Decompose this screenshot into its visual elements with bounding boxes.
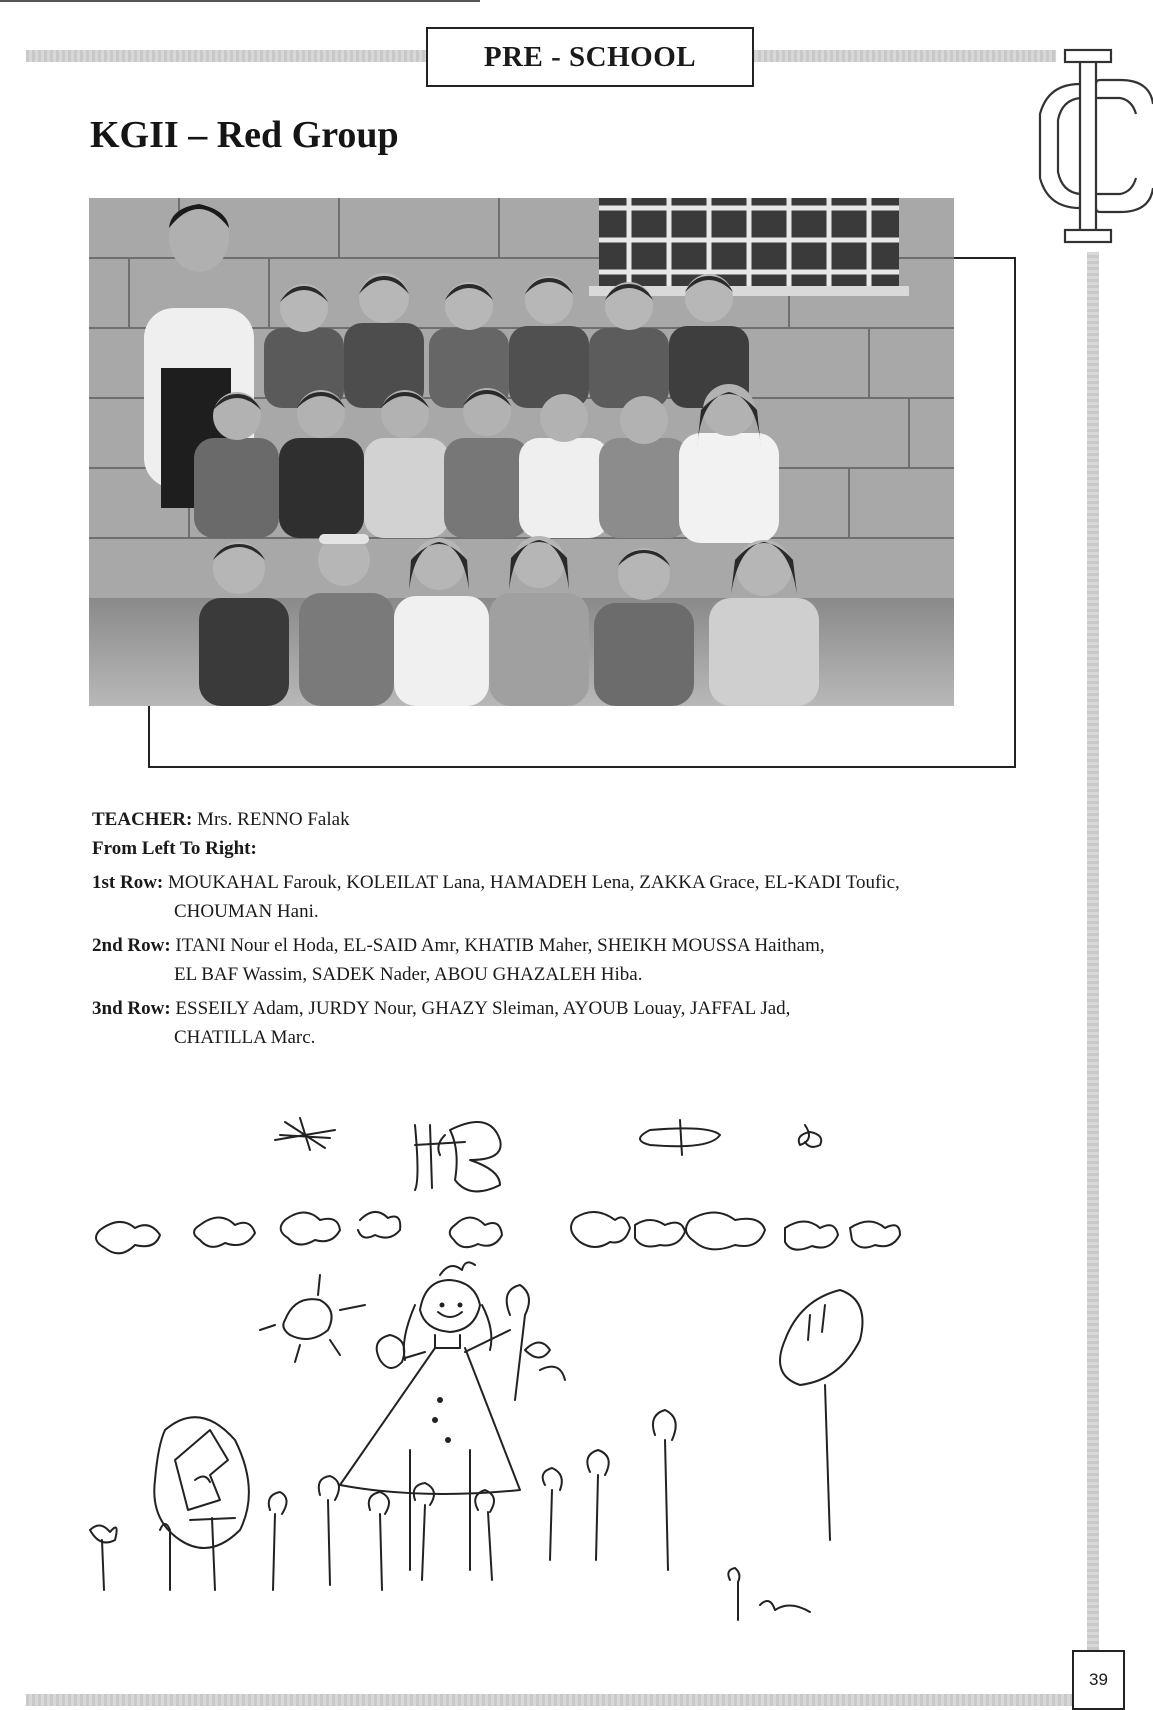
row-label: 1st Row: xyxy=(92,872,164,893)
photo-caption xyxy=(92,806,1032,1052)
row-names: MOUKAHAL Farouk, KOLEILAT Lana, HAMADEH Lena, ZAKKA Grace, EL-KADI Toufic, xyxy=(168,872,900,893)
orientation-line xyxy=(92,835,1032,864)
teacher-line xyxy=(92,806,1032,835)
row-names: ITANI Nour el Hoda, EL-SAID Amr, KHATIB Maher, SHEIKH MOUSSA Haitham, xyxy=(175,935,825,956)
teacher-label: TEACHER: xyxy=(92,809,193,830)
bottom-band xyxy=(26,1694,1088,1706)
page-number: 39 xyxy=(1072,1650,1125,1710)
row-names: ESSEILY Adam, JURDY Nour, GHAZY Sleiman, AYOUB Louay, JAFFAL Jad, xyxy=(175,998,791,1019)
row-1 xyxy=(92,869,1032,926)
orientation-label: From Left To Right: xyxy=(92,837,257,859)
row-2 xyxy=(92,932,1032,989)
top-rule xyxy=(0,0,480,2)
right-side-bar xyxy=(1087,252,1099,1650)
child-drawing xyxy=(70,1100,970,1640)
row-names-continued: CHATILLA Marc. xyxy=(174,1026,316,1048)
section-title: PRE - SCHOOL xyxy=(426,27,754,87)
row-names-continued: EL BAF Wassim, SADEK Nader, ABOU GHAZALEH Hiba. xyxy=(174,963,643,985)
row-label: 2nd Row: xyxy=(92,935,171,956)
row-label: 3nd Row: xyxy=(92,998,171,1019)
row-names-continued: CHOUMAN Hani. xyxy=(174,900,319,922)
row-3 xyxy=(92,995,1032,1052)
school-logo-icon xyxy=(1028,44,1153,249)
class-photo xyxy=(89,198,954,706)
class-title: KGII – Red Group xyxy=(90,114,399,156)
teacher-name: Mrs. RENNO Falak xyxy=(197,809,350,830)
